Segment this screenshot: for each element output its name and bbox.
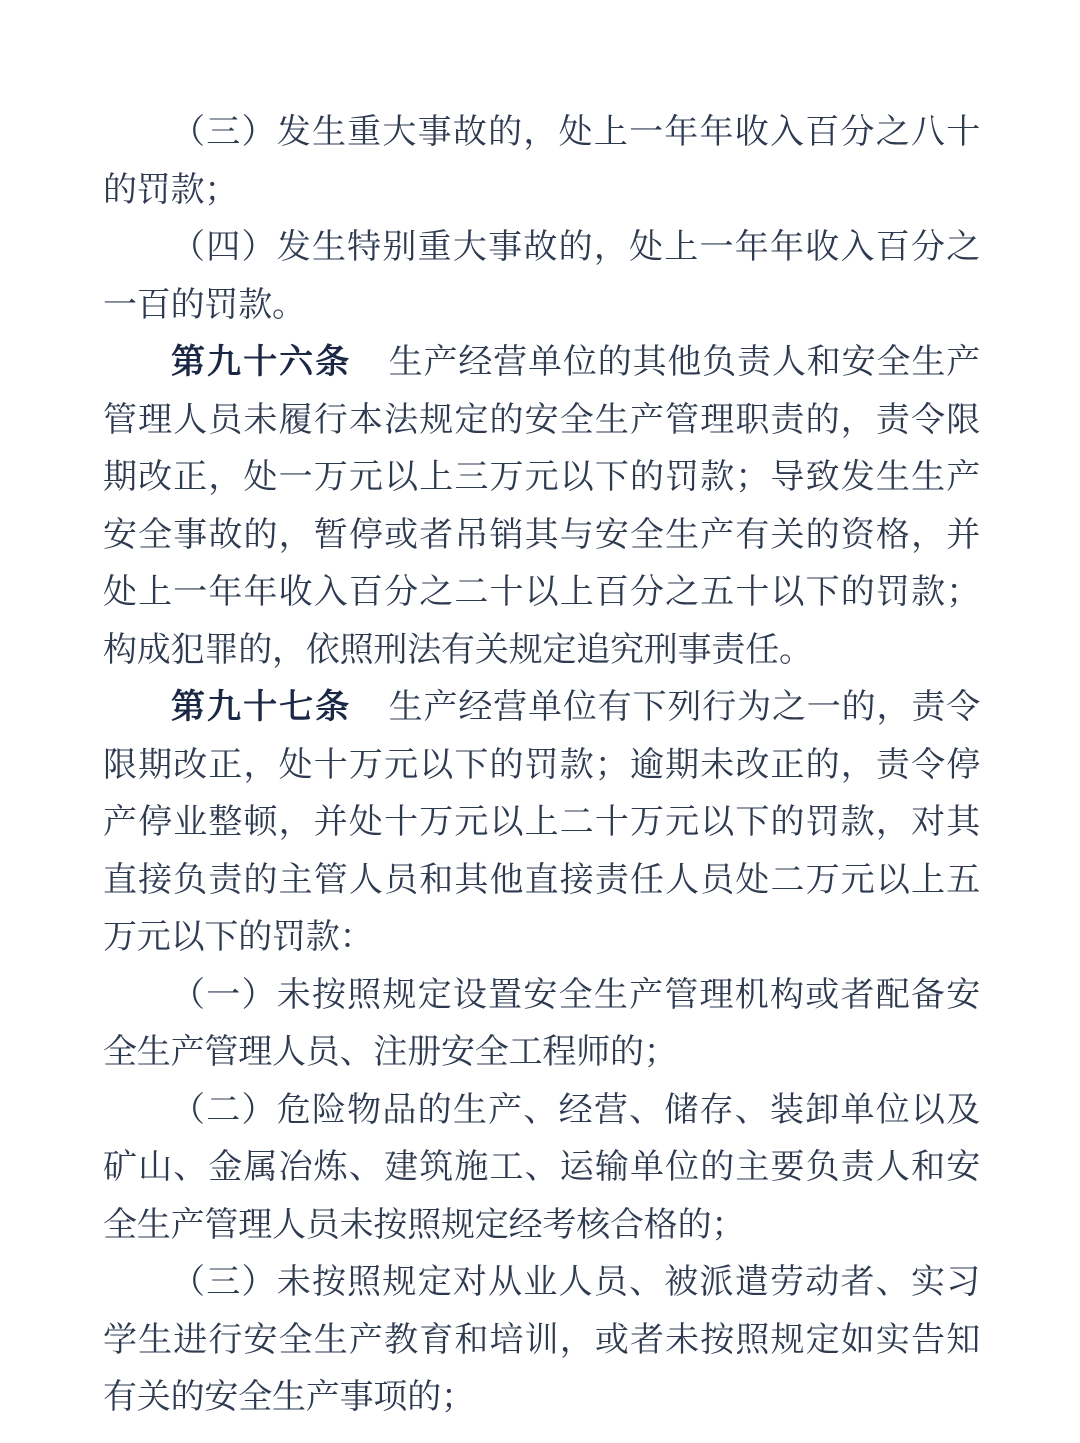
paragraph-text: 生产经营单位有下列行为之一的，责令限期改正，处十万元以下的罚款；逾期未改正的，责令停产停业整顿，并处十万元以上二十万元以下的罚款，对其直接负责的主管人员和其他直接责任人员处二万元以上五万元以下的罚款： (103, 689, 981, 956)
paragraph-subitem-1 (103, 967, 980, 1082)
article-number-97: 第九十七条 (171, 688, 352, 726)
article-number-96: 第九十六条 (171, 343, 352, 381)
paragraph-text: （一）未按照规定设置安全生产管理机构或者配备安全生产管理人员、注册安全工程师的； (103, 976, 980, 1071)
paragraph-text: （四）发生特别重大事故的，处上一年年收入百分之一百的罚款。 (103, 229, 980, 324)
paragraph-text: （二）危险物品的生产、经营、储存、装卸单位以及矿山、金属冶炼、建筑施工、运输单位的主要负责人和安全生产管理人员未按照规定经考核合格的； (103, 1091, 980, 1244)
paragraph-subitem-2 (103, 1082, 980, 1255)
paragraph-text: （三）发生重大事故的，处上一年年收入百分之八十的罚款； (103, 114, 980, 209)
paragraph-text: （三）未按照规定对从业人员、被派遣劳动者、实习学生进行安全生产教育和培训，或者未按照规定如实告知有关的安全生产事项的； (103, 1264, 980, 1416)
paragraph-item-3-penalty (103, 104, 980, 219)
paragraph-item-4-penalty (103, 219, 980, 334)
paragraph-subitem-3 (103, 1254, 980, 1427)
paragraph-article-97 (103, 679, 980, 967)
law-text-body (103, 104, 980, 1427)
paragraph-text: 生产经营单位的其他负责人和安全生产管理人员未履行本法规定的安全生产管理职责的，责令限期改正，处一万元以上三万元以下的罚款；导致发生生产安全事故的，暂停或者吊销其与安全生产有关的资格，并处上一年年收入百分之二十以上百分之五十以下的罚款；构成犯罪的，依照刑法有关规定追究刑事责任。 (103, 344, 981, 669)
paragraph-article-96 (103, 334, 980, 679)
